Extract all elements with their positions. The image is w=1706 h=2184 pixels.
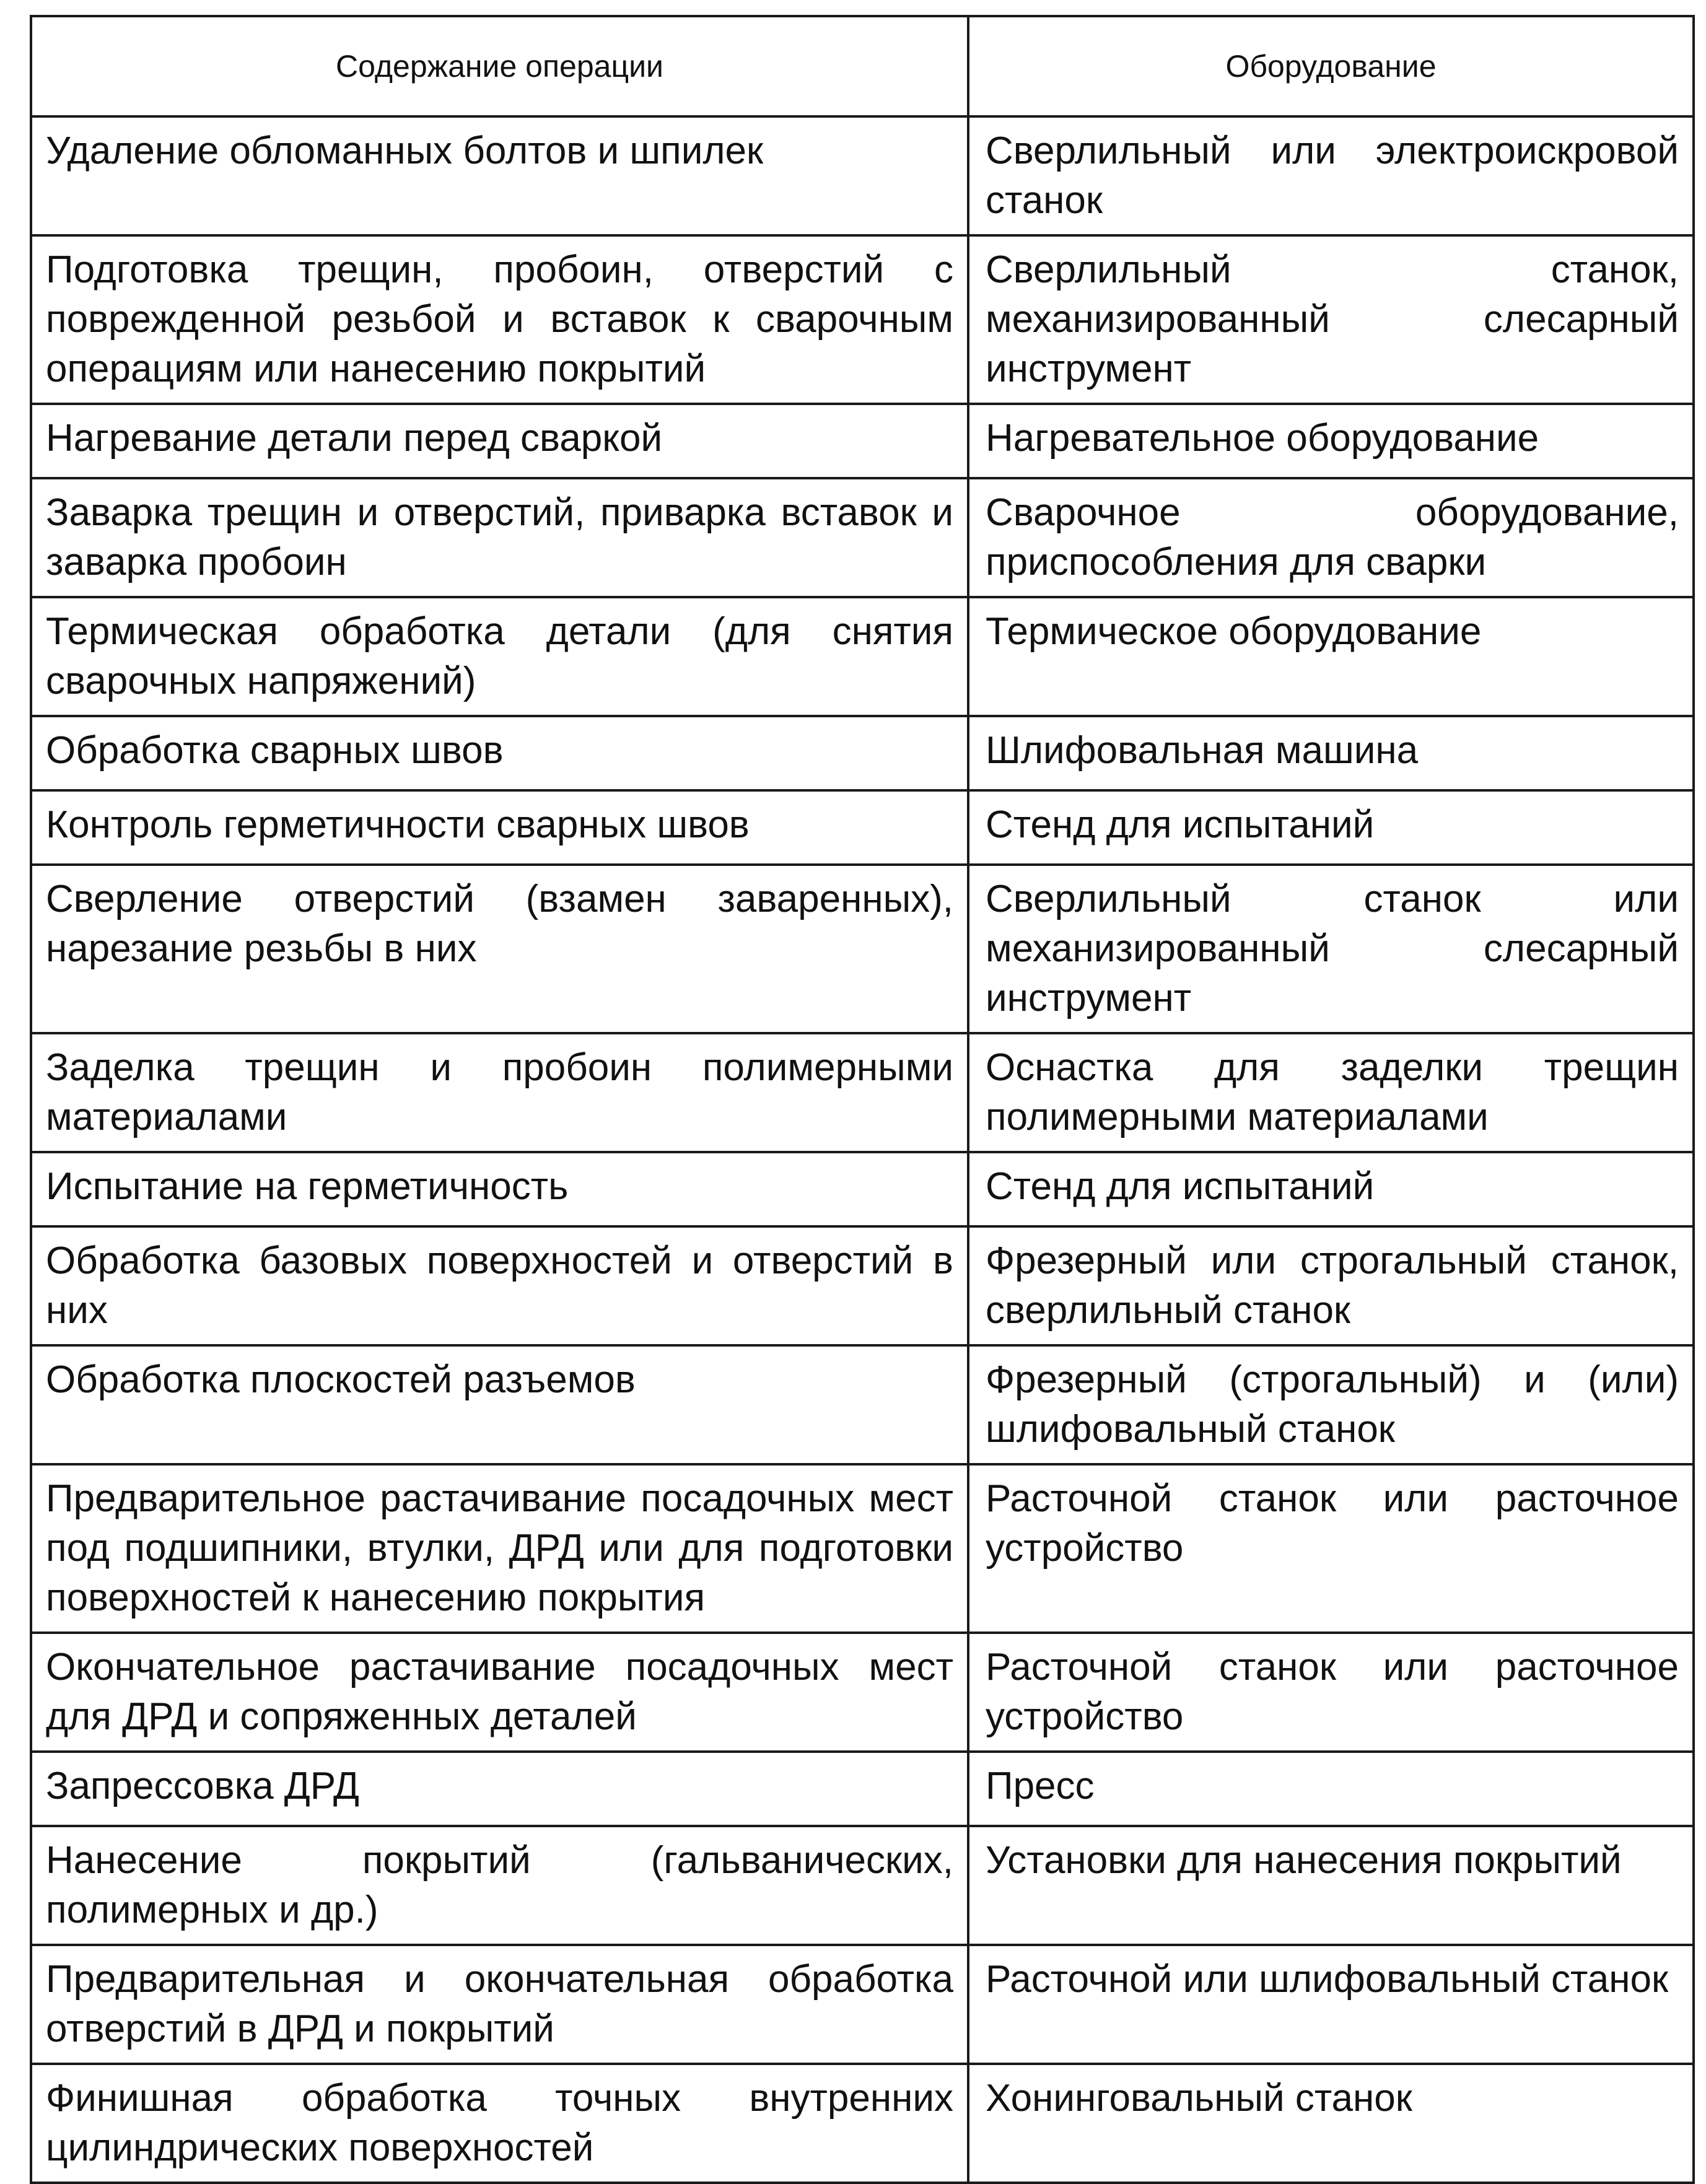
operation-cell: Окончательное растачивание посадочных мест для ДРД и сопряженных деталей	[31, 1633, 968, 1752]
table-row	[31, 1826, 1694, 1945]
table-row	[31, 597, 1694, 716]
table-row	[31, 716, 1694, 790]
operation-cell: Обработка сварных швов	[31, 716, 968, 790]
operation-cell: Нагревание детали перед сваркой	[31, 404, 968, 478]
table-row	[31, 1152, 1694, 1226]
operations-table-container	[30, 15, 1692, 2184]
table-row	[31, 235, 1694, 404]
operations-table	[30, 15, 1695, 2184]
equipment-cell: Сверлильный или электроискровой станок	[968, 116, 1694, 235]
table-row	[31, 404, 1694, 478]
table-row	[31, 116, 1694, 235]
operation-cell: Заделка трещин и пробоин полимерными материалами	[31, 1033, 968, 1152]
column-header-operation: Содержание операции	[31, 16, 968, 116]
table-row	[31, 1464, 1694, 1633]
table-row	[31, 1345, 1694, 1464]
operation-cell: Удаление обломанных болтов и шпилек	[31, 116, 968, 235]
table-row	[31, 1633, 1694, 1752]
equipment-cell: Фрезерный или строгальный станок, сверлильный станок	[968, 1226, 1694, 1345]
equipment-cell: Расточной станок или расточное устройство	[968, 1464, 1694, 1633]
table-row	[31, 1033, 1694, 1152]
equipment-cell: Расточной или шлифовальный станок	[968, 1945, 1694, 2064]
equipment-cell: Термическое оборудование	[968, 597, 1694, 716]
operation-cell: Финишная обработка точных внутренних цилиндрических поверхностей	[31, 2064, 968, 2183]
table-row	[31, 1945, 1694, 2064]
equipment-cell: Нагревательное оборудование	[968, 404, 1694, 478]
table-row	[31, 1226, 1694, 1345]
equipment-cell: Стенд для испытаний	[968, 1152, 1694, 1226]
equipment-cell: Фрезерный (строгальный) и (или) шлифовальный станок	[968, 1345, 1694, 1464]
table-row	[31, 478, 1694, 597]
table-body	[31, 116, 1694, 2183]
operation-cell: Обработка базовых поверхностей и отверстий в них	[31, 1226, 968, 1345]
operation-cell: Запрессовка ДРД	[31, 1752, 968, 1826]
column-header-equipment: Оборудование	[968, 16, 1694, 116]
equipment-cell: Сварочное оборудование, приспособления для сварки	[968, 478, 1694, 597]
equipment-cell: Расточной станок или расточное устройство	[968, 1633, 1694, 1752]
operation-cell: Термическая обработка детали (для снятия сварочных напряжений)	[31, 597, 968, 716]
equipment-cell: Хонинговальный станок	[968, 2064, 1694, 2183]
equipment-cell: Стенд для испытаний	[968, 790, 1694, 865]
equipment-cell: Установки для нанесения покрытий	[968, 1826, 1694, 1945]
operation-cell: Предварительная и окончательная обработка отверстий в ДРД и покрытий	[31, 1945, 968, 2064]
equipment-cell: Оснастка для заделки трещин полимерными материалами	[968, 1033, 1694, 1152]
operation-cell: Контроль герметичности сварных швов	[31, 790, 968, 865]
operation-cell: Предварительное растачивание посадочных мест под подшипники, втулки, ДРД или для подготовки поверхностей к нанесению покрытия	[31, 1464, 968, 1633]
table-row	[31, 2064, 1694, 2183]
table-header-row	[31, 16, 1694, 116]
table-row	[31, 865, 1694, 1033]
operation-cell: Испытание на герметичность	[31, 1152, 968, 1226]
equipment-cell: Сверлильный станок или механизированный слесарный инструмент	[968, 865, 1694, 1033]
table-row	[31, 790, 1694, 865]
operation-cell: Заварка трещин и отверстий, приварка вставок и заварка пробоин	[31, 478, 968, 597]
operation-cell: Нанесение покрытий (гальванических, полимерных и др.)	[31, 1826, 968, 1945]
operation-cell: Подготовка трещин, пробоин, отверстий с поврежденной резьбой и вставок к сварочным операциям или нанесению покрытий	[31, 235, 968, 404]
operation-cell: Обработка плоскостей разъемов	[31, 1345, 968, 1464]
equipment-cell: Шлифовальная машина	[968, 716, 1694, 790]
table-row	[31, 1752, 1694, 1826]
operation-cell: Сверление отверстий (взамен заваренных), нарезание резьбы в них	[31, 865, 968, 1033]
equipment-cell: Пресс	[968, 1752, 1694, 1826]
equipment-cell: Сверлильный станок, механизированный слесарный инструмент	[968, 235, 1694, 404]
